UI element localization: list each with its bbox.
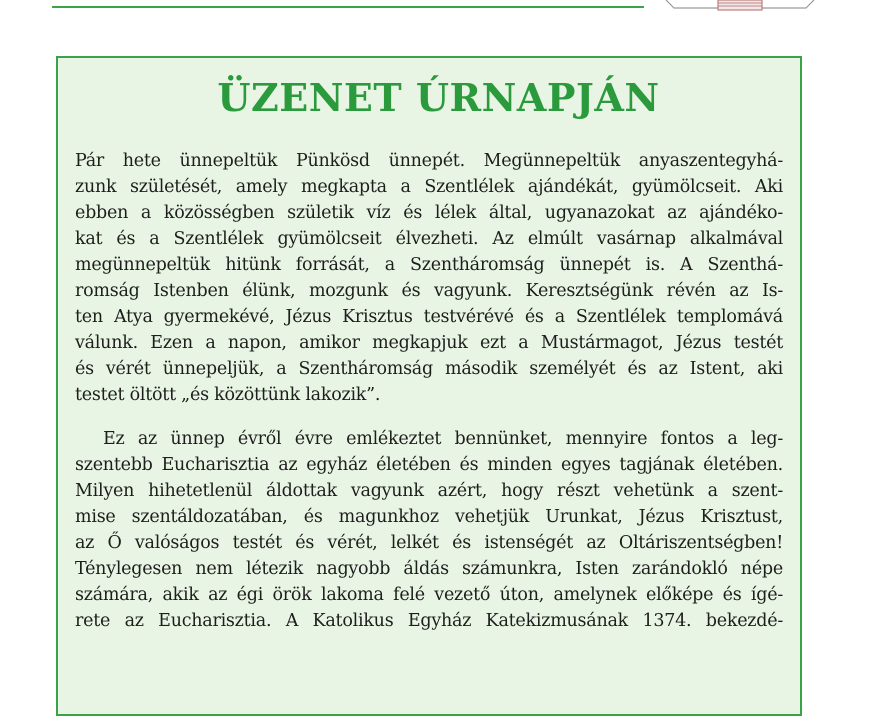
paragraph-line: ebben a közösségben születik víz és lélek által, ugyanazokat az ajándéko- — [75, 203, 783, 223]
paragraph-line: Ez az ünnep évről évre emlékeztet bennünket, mennyire fontos a leg- — [103, 429, 783, 449]
paragraph-line: kat és a Szentlélek gyümölcseit élvezheti. Az elmúlt vasárnap alkalmával — [75, 229, 783, 249]
article-title: ÜZENET ÚRNAPJÁN — [217, 75, 660, 120]
paragraph-line: Pár hete ünnepeltük Pünkösd ünnepét. Megünnepeltük anyaszentegyhá- — [75, 151, 783, 171]
paragraph-line: Ténylegesen nem létezik nagyobb áldás számunkra, Isten zarándokló népe — [75, 559, 783, 579]
header-ornament-icon — [664, 0, 816, 12]
paragraph-line: romság Istenben élünk, mozgunk és vagyunk. Keresztségünk révén az Is- — [75, 281, 783, 301]
paragraph-line: szentebb Eucharisztia az egyház életében és minden egyes tagjának életében. — [75, 455, 783, 475]
paragraph-line: válunk. Ezen a napon, amikor megkapjuk ezt a Mustármagot, Jézus testét — [75, 333, 783, 353]
top-divider-line — [52, 6, 644, 8]
paragraph-line: számára, akik az égi örök lakoma felé vezető úton, amelynek előképe és ígé- — [75, 585, 783, 605]
paragraph-line: rete az Eucharisztia. A Katolikus Egyház Katekizmusának 1374. bekezdé- — [75, 611, 783, 631]
paragraph-line: és vérét ünnepeljük, a Szentháromság második személyét és az Istent, aki — [75, 359, 783, 379]
paragraph-line: Milyen hihetetlenül áldottak vagyunk azért, hogy részt vehetünk a szent- — [75, 481, 783, 501]
paragraph-line: ten Atya gyermekévé, Jézus Krisztus testvérévé és a Szentlélek templomává — [75, 307, 783, 327]
paragraph-line: megünnepeltük hitünk forrását, a Szentháromság ünnepét is. A Szenthá- — [75, 255, 783, 275]
paragraph-line: zunk születését, amely megkapta a Szentlélek ajándékát, gyümölcseit. Aki — [75, 177, 783, 197]
paragraph-line: testet öltött „és közöttünk lakozik”. — [75, 385, 381, 405]
paragraph-line: mise szentáldozatában, és magunkhoz vehetjük Urunkat, Jézus Krisztust, — [75, 507, 783, 527]
paragraph-line: az Ő valóságos testét és vérét, lelkét és istenségét az Oltáriszentségben! — [75, 533, 783, 553]
